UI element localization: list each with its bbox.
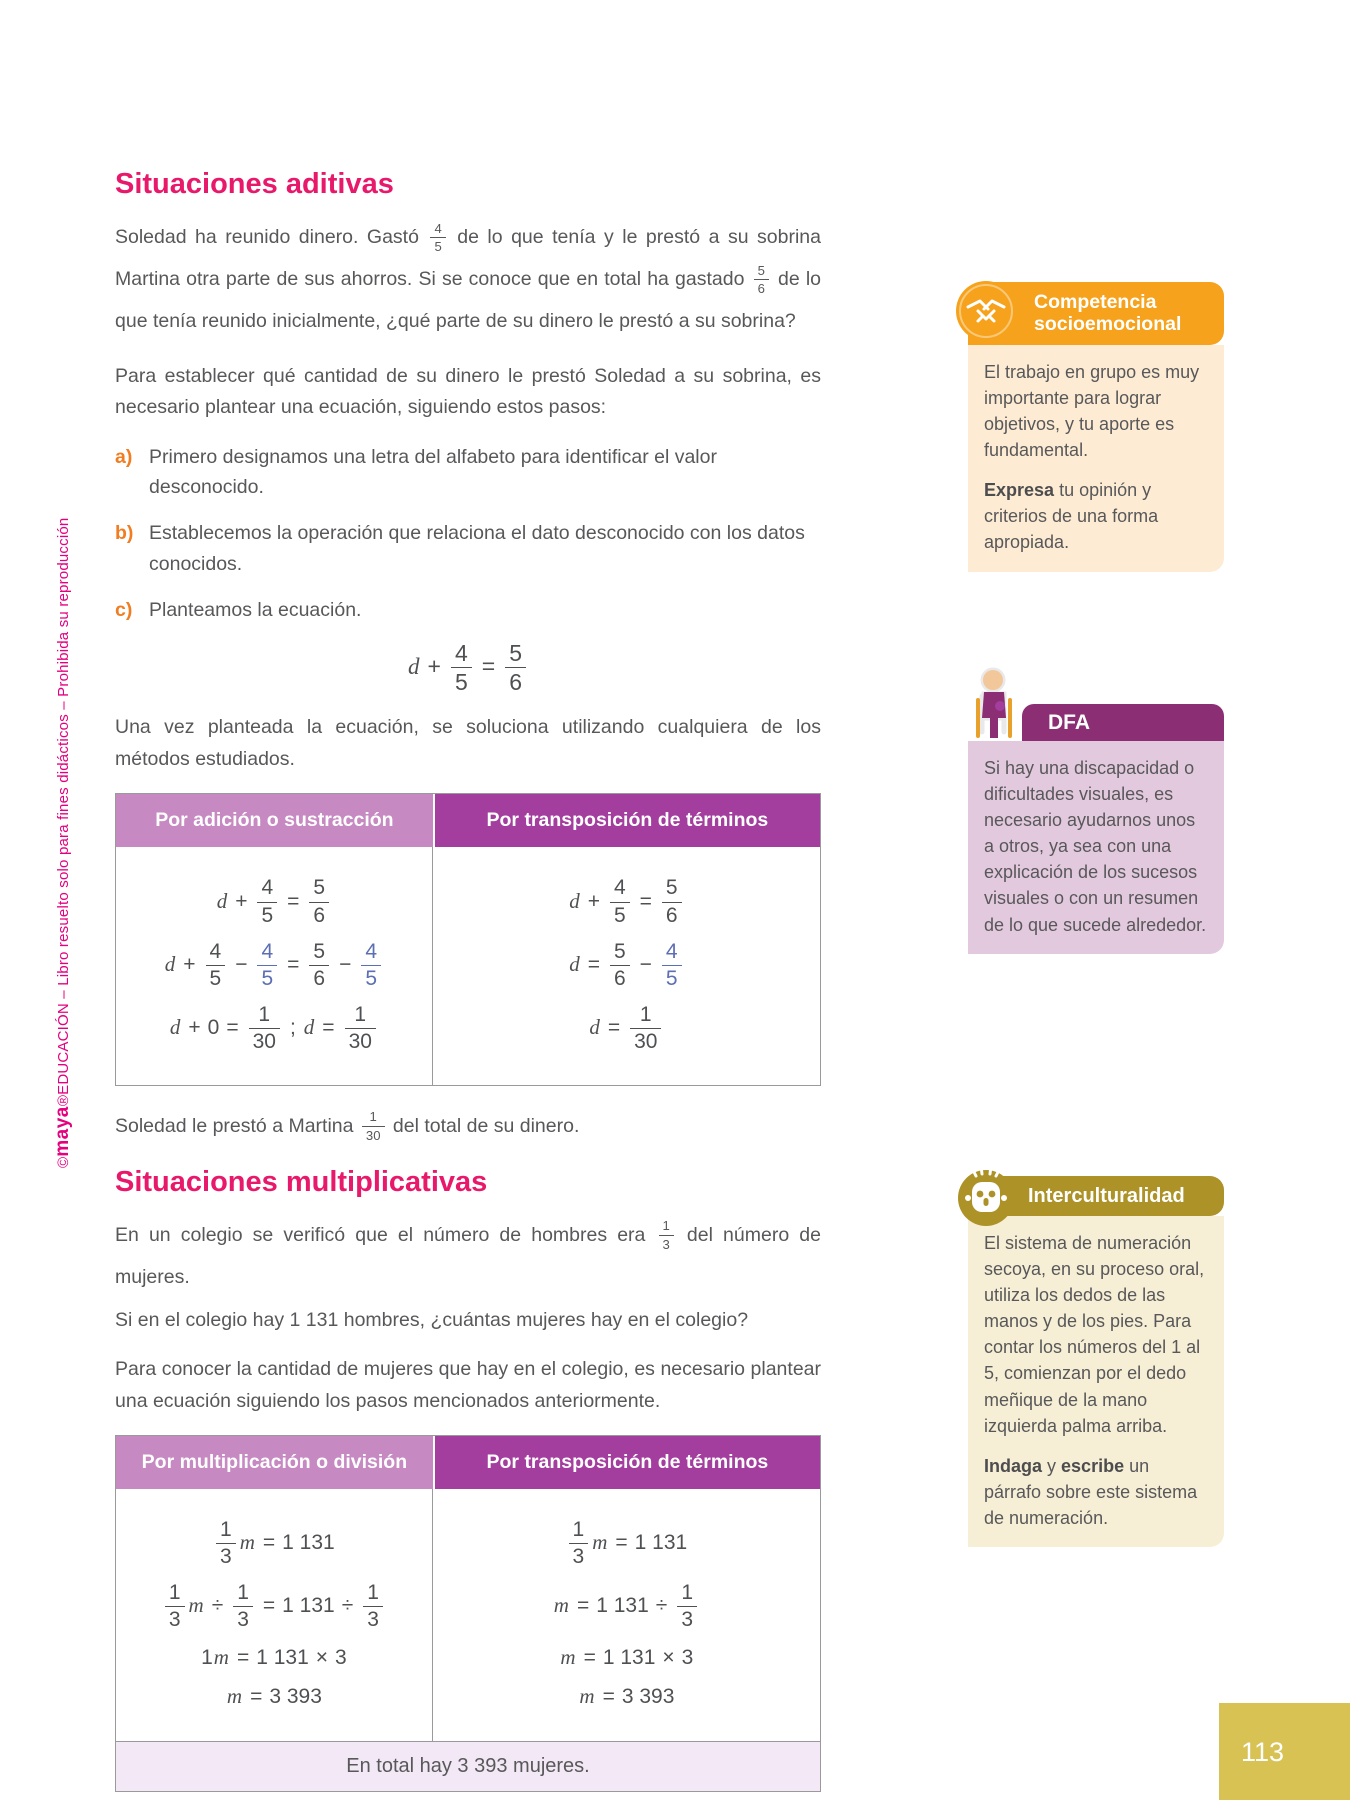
list-letter-b: b) — [115, 522, 134, 545]
table-aditivas-body — [116, 847, 820, 1084]
table-footer-total: En total hay 3 393 mujeres. — [116, 1741, 820, 1791]
box-competencia-socioemocional — [968, 282, 1224, 572]
competencia-bold-expresa: Expresa — [984, 480, 1055, 501]
table-multiplicativas-header — [116, 1436, 820, 1489]
section-title-aditivas: Situaciones aditivas — [115, 168, 394, 200]
equation-row: $\frac{1}{3}$ m = 1 131 — [439, 1519, 814, 1568]
table-header-multiplicacion: Por multiplicación o división — [116, 1436, 433, 1489]
equation-row: d = $\frac{1}{30}$ — [439, 1004, 814, 1053]
equation-row: d = $\frac{5}{6}$ − $\frac{4}{5}$ — [439, 941, 814, 990]
equation-row: d + $\frac{4}{5}$ − $\frac{4}{5}$ = $\frac{5}{6}$ − $\frac{4}{5}$ — [122, 941, 426, 990]
vertical-copyright-credit — [52, 518, 74, 1168]
equation-row: $\frac{1}{3}$ m ÷ $\frac{1}{3}$ = 1 131 ÷ $\frac{1}{3}$ — [122, 1582, 426, 1631]
interculturalidad-paragraph-2 — [984, 1453, 1208, 1531]
equation-row: d + $\frac{4}{5}$ = $\frac{5}{6}$ — [122, 877, 426, 926]
table-multiplicativas — [115, 1435, 821, 1792]
competencia-title-line1: Competencia — [1034, 291, 1157, 313]
interculturalidad-body — [968, 1216, 1224, 1547]
equation-row: m = 3 393 — [226, 1684, 322, 1709]
page-number-block — [1219, 1703, 1350, 1800]
paragraph-metodos: Una vez planteada la ecuación, se soluciona utilizando cualquiera de los métodos estudiados. — [115, 716, 821, 770]
equation-row: 1m = 1 131 × 3 — [201, 1645, 347, 1670]
steps-list — [115, 442, 821, 625]
table-aditivas — [115, 793, 821, 1085]
equation-row: d + 0 = $\frac{1}{30}$ ; d = $\frac{1}{30}$ — [122, 1004, 426, 1053]
credit-brand: maya — [52, 1106, 73, 1157]
list-text-c: Planteamos la ecuación. — [149, 598, 362, 621]
mask-icon — [954, 1164, 1018, 1228]
interculturalidad-bold-indaga: Indaga — [984, 1455, 1043, 1476]
dfa-header: DFA — [1022, 704, 1224, 741]
person-with-crutches-icon — [960, 666, 1026, 752]
paragraph-pregunta-colegio: Si en el colegio hay 1 131 hombres, ¿cuántas mujeres hay en el colegio? — [115, 1308, 749, 1331]
table-aditivas-col-left — [116, 847, 433, 1084]
equation-row: m = 3 393 — [579, 1684, 675, 1709]
interculturalidad-title: Interculturalidad — [1028, 1185, 1185, 1207]
equation-row: m = 1 131 ÷ $\frac{1}{3}$ — [439, 1582, 814, 1631]
list-letter-a: a) — [115, 445, 133, 468]
interculturalidad-header — [968, 1176, 1224, 1216]
interculturalidad-mid: y — [1042, 1455, 1062, 1476]
equation-row: d + $\frac{4}{5}$ = $\frac{5}{6}$ — [439, 877, 814, 926]
competencia-header — [968, 282, 1224, 345]
paragraph-problem-aditivas: Soledad ha reunido dinero. Gastó $\frac{4}{5}$ de lo que tenía y le prestó a su sobrina Martina otra parte de sus ahorros. Si se conoce que en total ha gastado $\frac{5}{6}$ de lo que tenía reunido inicialmente, ¿qué parte de su dinero le prestó a su sobrina? — [115, 220, 822, 332]
list-text-a: Primero designamos una letra del alfabeto para identificar el valor desconocido. — [149, 445, 717, 499]
table-header-adicion: Por adición o sustracción — [116, 794, 433, 847]
table-multiplicativas-col-right — [433, 1489, 820, 1741]
handshake-icon — [954, 279, 1018, 343]
main-column — [115, 168, 821, 1800]
credit-copyright: © — [55, 1156, 72, 1168]
interculturalidad-rest: un párrafo sobre este sistema de numeración. — [984, 1455, 1198, 1528]
competencia-paragraph-2-rest: tu opinión y criterios de una forma apropiada. — [984, 480, 1159, 553]
paragraph-intro-pasos: Para establecer qué cantidad de su dinero le prestó Soledad a su sobrina, es necesario plantear una ecuación, siguiendo estos pasos: — [115, 364, 821, 419]
paragraph-problem-multiplicativas: En un colegio se verificó que el número de hombres era $\frac{1}{3}$ del número de mujeres. — [115, 1218, 821, 1288]
section-title-multiplicativas: Situaciones multiplicativas — [115, 1165, 488, 1198]
box-interculturalidad — [968, 1176, 1224, 1547]
box-dfa — [968, 666, 1224, 954]
interculturalidad-bold-escribe: escribe — [1061, 1455, 1125, 1476]
equation-row: $\frac{1}{3}$ m = 1 131 — [122, 1519, 426, 1568]
competencia-paragraph-1: El trabajo en grupo es muy importante para lograr objetivos, y tu aporte es fundamental. — [984, 361, 1200, 461]
competencia-body — [968, 345, 1224, 572]
competencia-title-line2: socioemocional — [1034, 313, 1182, 336]
interculturalidad-paragraph-1: El sistema de numeración secoya, en su proceso oral, utiliza los dedos de las manos y de los pies. Para contar los números del 1 al 5, comienzan por el dedo meñique de la mano izquierda palma arriba. — [984, 1233, 1205, 1436]
table-header-transposicion-2: Por transposición de términos — [433, 1436, 820, 1489]
table-header-transposicion-1: Por transposición de términos — [433, 794, 820, 847]
list-letter-c: c) — [115, 598, 133, 621]
dfa-paragraph: Si hay una discapacidad o dificultades visuales, es necesario ayudarnos unos a otros, ya sea con una explicación de los sucesos visuales o con un resumen de lo que sucede alrededor. — [984, 758, 1207, 935]
paragraph-intro-tabla2: Para conocer la cantidad de mujeres que hay en el colegio, es necesario plantear una ecuación siguiendo los pasos mencionados anteriormente. — [115, 1358, 821, 1412]
paragraph-resultado-aditivas: Soledad le prestó a Martina $\frac{1}{30}$ del total de su dinero. — [115, 1109, 580, 1144]
credit-text: ®EDUCACIÓN – Libro resuelto solo para fines didácticos – Prohibida su reproducción — [55, 517, 72, 1107]
dfa-body — [968, 741, 1224, 954]
list-item-c — [115, 595, 821, 625]
list-item-a — [115, 442, 821, 502]
table-aditivas-header — [116, 794, 820, 847]
equation-main: d + $\frac{4}{5}$ = $\frac{5}{6}$ — [115, 641, 821, 694]
list-text-b: Establecemos la operación que relaciona el dato desconocido con los datos conocidos. — [149, 522, 805, 575]
table-aditivas-col-right — [433, 847, 820, 1084]
equation-row: m = 1 131 × 3 — [560, 1645, 694, 1670]
page-number: 113 — [1241, 1737, 1285, 1767]
table-multiplicativas-body — [116, 1489, 820, 1741]
competencia-paragraph-2 — [984, 477, 1208, 555]
list-item-b — [115, 518, 821, 578]
table-multiplicativas-col-left — [116, 1489, 433, 1741]
